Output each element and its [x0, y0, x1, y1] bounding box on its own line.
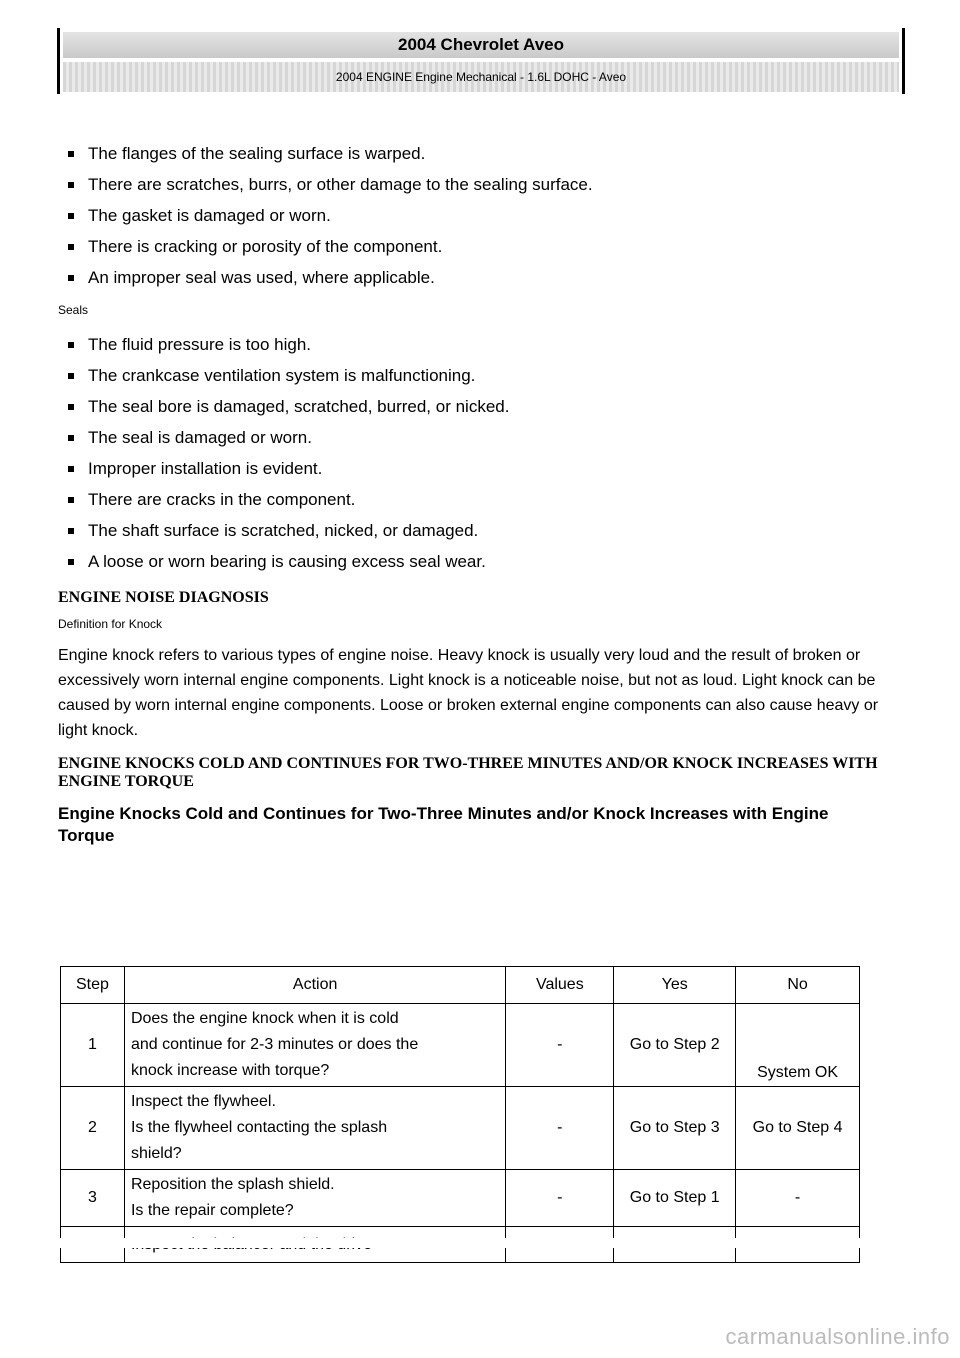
col-header-action: Action — [124, 967, 505, 1004]
table-title: Engine Knocks Cold and Continues for Two-Three Minutes and/or Knock Increases with Engine Torque — [58, 804, 829, 845]
knock-definition-paragraph: Engine knock refers to various types of engine noise. Heavy knock is usually very loud and the result of broken or excessively worn internal engine components. Light knock is a noticeable noise, but not as loud. Light knock can be caused by worn internal engine components. Loose or broken external engine components can also cause heavy or light knock. — [58, 647, 879, 739]
step-no: System OK — [736, 1004, 860, 1087]
seals-label: Seals — [58, 303, 89, 317]
header-left-rule — [57, 28, 60, 94]
step-number: 3 — [61, 1170, 125, 1227]
diagnostic-table — [60, 966, 860, 1263]
step-number: 1 — [61, 1004, 125, 1087]
action-line: Reposition the splash shield. — [130, 1176, 335, 1193]
step-values: - — [506, 1004, 614, 1087]
step-yes: Go to Step 1 — [614, 1170, 736, 1227]
step-no: Go to Step 4 — [736, 1087, 860, 1170]
header-subtitle: 2004 ENGINE Engine Mechanical - 1.6L DOHC - Aveo — [63, 62, 899, 92]
action-line: shield? — [130, 1145, 182, 1162]
action-line: Does the engine knock when it is cold — [130, 1010, 399, 1027]
step-yes: Go to Step 3 — [614, 1087, 736, 1170]
step-yes: Go to Step 2 — [614, 1004, 736, 1087]
list-item: The shaft surface is scratched, nicked, or damaged. — [88, 515, 888, 546]
step-number: 2 — [61, 1087, 125, 1170]
step-action — [124, 1170, 505, 1227]
table-row — [61, 1170, 860, 1227]
seal-cause-list — [58, 329, 888, 577]
list-item: The flanges of the sealing surface is warped. — [88, 138, 888, 169]
action-line: Inspect the flywheel. — [130, 1093, 276, 1110]
site-watermark: carmanualsonline.info — [725, 1324, 950, 1349]
list-item: An improper seal was used, where applicable. — [88, 262, 888, 293]
action-line: Is the repair complete? — [130, 1202, 294, 1219]
step-action — [124, 1004, 505, 1087]
list-item: There are cracks in the component. — [88, 484, 888, 515]
step-no: - — [736, 1170, 860, 1227]
action-line: knock increase with torque? — [130, 1062, 330, 1079]
action-line: Is the flywheel contacting the splash — [130, 1119, 388, 1136]
list-item: Improper installation is evident. — [88, 453, 888, 484]
step-action — [124, 1087, 505, 1170]
step-values: - — [506, 1170, 614, 1227]
list-item: The seal bore is damaged, scratched, burred, or nicked. — [88, 391, 888, 422]
document-body — [58, 138, 888, 847]
col-header-values: Values — [506, 967, 614, 1004]
page-cut-mask — [60, 1238, 860, 1248]
list-item: The gasket is damaged or worn. — [88, 200, 888, 231]
page-header — [57, 28, 905, 94]
step-values: - — [506, 1087, 614, 1170]
noise-diagnosis-heading: ENGINE NOISE DIAGNOSIS — [58, 589, 269, 606]
list-item: There is cracking or porosity of the component. — [88, 231, 888, 262]
table-row — [61, 1087, 860, 1170]
list-item: The seal is damaged or worn. — [88, 422, 888, 453]
list-item: The fluid pressure is too high. — [88, 329, 888, 360]
action-line: and continue for 2-3 minutes or does the — [130, 1036, 419, 1053]
list-item: The crankcase ventilation system is malfunctioning. — [88, 360, 888, 391]
header-title: 2004 Chevrolet Aveo — [63, 32, 899, 58]
header-right-rule — [902, 28, 905, 94]
list-item: A loose or worn bearing is causing excess seal wear. — [88, 546, 888, 577]
col-header-yes: Yes — [614, 967, 736, 1004]
gasket-cause-list — [58, 138, 888, 293]
table-row — [61, 1004, 860, 1087]
list-item: There are scratches, burrs, or other damage to the sealing surface. — [88, 169, 888, 200]
col-header-no: No — [736, 967, 860, 1004]
col-header-step: Step — [61, 967, 125, 1004]
knocks-cold-heading: ENGINE KNOCKS COLD AND CONTINUES FOR TWO-THREE MINUTES AND/OR KNOCK INCREASES WITH ENGINE TORQUE — [58, 755, 878, 790]
knock-definition-label: Definition for Knock — [58, 617, 163, 631]
table-header-row — [61, 967, 860, 1004]
